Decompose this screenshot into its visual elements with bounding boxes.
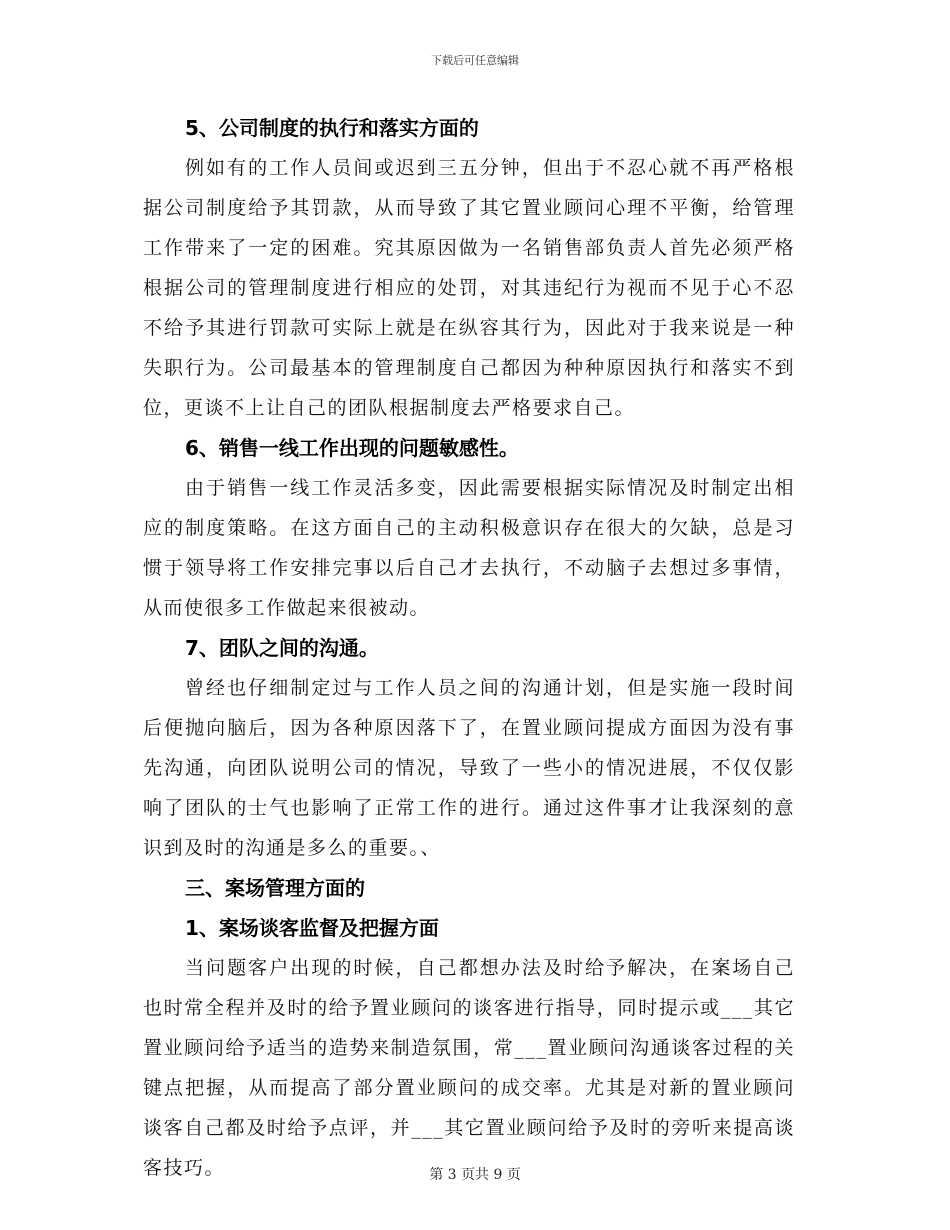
section-paragraph-7: 曾经也仔细制定过与工作人员之间的沟通计划，但是实施一段时间后便抛向脑后，因为各种原因落下了，在置业顾问提成方面因为没有事先沟通，向团队说明公司的情况，导致了一些小的情况进展，不仅仅影响了团队的士气也影响了正常工作的进行。通过这件事才让我深刻的意识到及时的沟通是多么的重要。、 <box>143 677 795 859</box>
section-paragraph-6: 由于销售一线工作灵活多变，因此需要根据实际情况及时制定出相应的制度策略。在这方面自己的主动积极意识存在很大的欠缺，总是习惯于领导将工作安排完事以后自己才去执行，不动脑子去想过多事情，从而使很多工作做起来很被动。 <box>143 477 795 619</box>
section-heading-7: 7、团队之间的沟通。 <box>185 636 379 660</box>
section-paragraph-1: 当问题客户出现的时候，自己都想办法及时给予解决，在案场自己也时常全程并及时的给予置业顾问的谈客进行指导，同时提示或___其它置业顾问给予适当的造势来制造氛围，常___置业顾问沟通谈客过程的关键点把握，从而提高了部分置业顾问的成交率。尤其是对新的置业顾问谈客自己都及时给予点评，并___其它置业顾问给予及时的旁听来提高谈客技巧。 <box>143 957 795 1179</box>
section-heading-5: 5、公司制度的执行和落实方面的 <box>185 116 479 140</box>
section-paragraph-5: 例如有的工作人员间或迟到三五分钟，但出于不忍心就不再严格根据公司制度给予其罚款，从而导致了其它置业顾问心理不平衡，给管理工作带来了一定的困难。究其原因做为一名销售部负责人首先必须严格根据公司的管理制度进行相应的处罚，对其违纪行为视而不见于心不忍不给予其进行罚款可实际上就是在纵容其行为，因此对于我来说是一种失职行为。公司最基本的管理制度自己都因为种种原因执行和落实不到位，更谈不上让自己的团队根据制度去严格要求自己。 <box>143 157 795 419</box>
page-footer: 第 3 页共 9 页 <box>429 1167 521 1183</box>
section-heading-1: 1、案场谈客监督及把握方面 <box>185 916 439 940</box>
section-heading-6: 6、销售一线工作出现的问题敏感性。 <box>185 436 519 460</box>
chapter-heading-3: 三、案场管理方面的 <box>185 876 365 900</box>
page-header: 下载后可任意编辑 <box>431 54 519 67</box>
document-body <box>143 108 795 1188</box>
